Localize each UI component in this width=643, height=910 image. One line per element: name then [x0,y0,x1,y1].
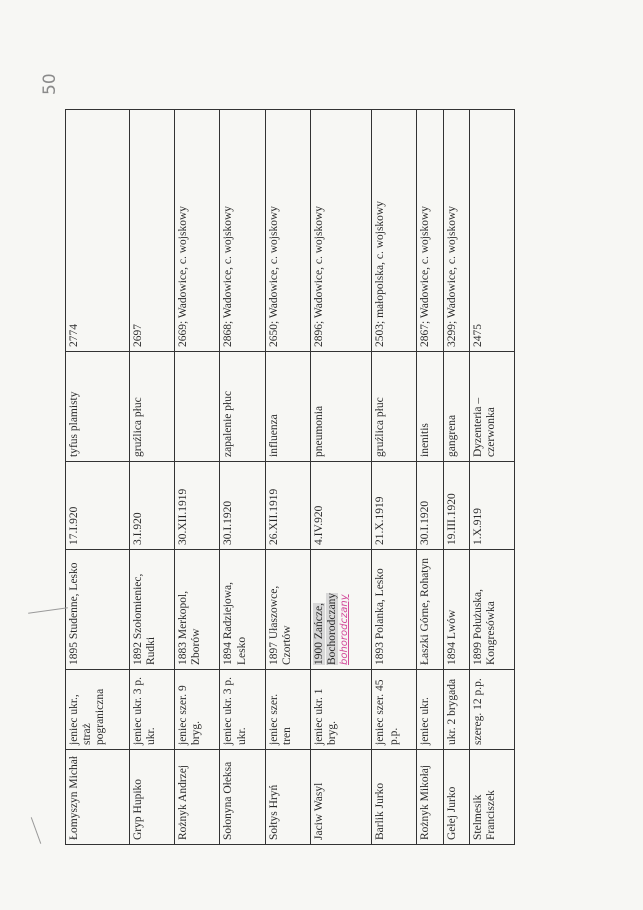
cell-name [175,750,220,845]
cell-rank-text: jeniec ukr. 1 bryg. [312,688,338,745]
cell-birth-origin-text: 1894 Radziejowa, Lesko [222,581,248,665]
cell-death-cause-text: pneumonia [312,405,325,457]
cell-record-text: 3299; Wadowice, c. wojskowy [445,206,458,347]
cell-record [66,110,130,352]
cell-rank [130,670,175,750]
cell-death-date-text: 3.I.920 [132,512,145,545]
cell-name-text: Jaciw Wasyl [312,782,325,840]
cell-rank-text: jeniec ukr., straż pograniczna [68,688,107,745]
cell-rank [443,670,469,750]
cell-birth-origin [130,550,175,670]
cell-rank [310,670,372,750]
cell-birth-origin-text: 1899 Połużuska, Kongresówka [471,588,498,665]
table-row [469,110,514,845]
cell-death-date-text: 1.X.919 [471,507,484,545]
cell-death-date [220,462,265,550]
cell-birth-origin [220,550,265,670]
cell-birth-origin [443,550,469,670]
table-row [443,110,469,845]
cell-death-cause [443,352,469,462]
cell-death-cause [469,352,514,462]
cell-rank [469,670,514,750]
cell-record [417,110,443,352]
cell-birth-origin [310,550,372,670]
cell-name [265,750,310,845]
cell-death-date [443,462,469,550]
cell-name [417,750,443,845]
cell-death-cause [310,352,372,462]
cell-record-text: 2896; Wadowice, c. wojskowy [312,206,325,347]
cell-death-date-text: 21.X.1919 [374,496,387,545]
cell-name-text: Rożnyk Mikołaj [419,764,432,840]
cell-birth-origin-text: 1892 Szołomieniec, Rudki [132,573,158,665]
cell-record [372,110,417,352]
cell-name-text: Łomyszyn Michał [68,756,80,840]
cell-birth-origin [66,550,130,670]
cell-death-cause-text: influenza [267,414,280,457]
cell-record-text: 2475 [471,324,484,347]
cell-record [310,110,372,352]
cell-death-cause-text: gangrena [445,414,458,457]
cell-death-date [66,462,130,550]
cell-death-cause-text: gruźlica płuc [374,397,387,457]
cell-death-date-text: 30.I.1920 [419,500,432,545]
cell-death-date [265,462,310,550]
pencil-mark [28,607,68,614]
cell-death-cause [417,352,443,462]
cell-record [443,110,469,352]
cell-rank [372,670,417,750]
cell-name-text: Gryp Hupiko [132,778,145,840]
cell-rank-text: jeniec ukr. 3 p. ukr. [132,676,158,745]
cell-birth-origin [417,550,443,670]
cell-name [469,750,514,845]
cell-rank-text: ukr. 2 brygada [445,678,458,745]
cell-death-date [469,462,514,550]
cell-death-cause [175,352,220,462]
table-row [175,110,220,845]
cell-name [443,750,469,845]
cell-record-text: 2650; Wadowice, c. wojskowy [267,206,280,347]
page-number: 50 [40,73,60,95]
cell-death-date-text: 17.I.920 [68,506,80,545]
table-row [265,110,310,845]
cell-birth-origin-text: 1893 Polanka, Lesko [374,568,387,665]
cell-birth-origin [175,550,220,670]
cell-rank-text: jeniec szer. 9 bryg. [177,685,203,745]
cell-rank [175,670,220,750]
table-row [417,110,443,845]
cell-birth-origin-text: 1897 Ułaszowce, Czortów [267,585,293,665]
cell-rank [66,670,130,750]
cell-record-text: 2867; Wadowice, c. wojskowy [419,206,432,347]
cell-rank-text: jeniec szer. tren [267,693,293,745]
cell-name [372,750,417,845]
cell-death-date-text: 4.IV.920 [312,505,325,545]
cell-record-text: 2868; Wadowice, c. wojskowy [222,206,235,347]
cell-death-cause-text: tyfus plamisty [68,391,80,457]
cell-rank [417,670,443,750]
cell-death-date-text: 30.XII.1919 [177,488,190,545]
cell-record [265,110,310,352]
cell-record [175,110,220,352]
cell-name-text: Sołtys Hryń [267,784,280,840]
table-row [372,110,417,845]
cell-rank [265,670,310,750]
cell-death-date [417,462,443,550]
table-row [310,110,372,845]
cell-death-cause [265,352,310,462]
records-table [65,109,515,845]
table-row [66,110,130,845]
rotated-table-wrapper [65,110,515,845]
cell-death-date [130,462,175,550]
cell-death-date [175,462,220,550]
cell-birth-origin [372,550,417,670]
cell-name [66,750,130,845]
cell-record-text: 2774 [68,324,80,347]
cell-rank-text: jeniec ukr. 3 p. ukr. [222,676,248,745]
cell-birth-origin [469,550,514,670]
cell-name [220,750,265,845]
cell-birth-origin [265,550,310,670]
cell-death-cause-text: Dyzenteria – czerwonka [471,397,498,457]
cell-name-text: Barlik Jurko [374,782,387,840]
cell-rank-text: szereg. 12 p.p. [471,678,484,745]
cell-birth-origin-text: Łaszki Górne, Rohatyn [419,558,432,665]
cell-birth-origin-text: 1895 Studenne, Lesko [68,562,80,665]
cell-name [310,750,372,845]
cell-record [469,110,514,352]
table-row [130,110,175,845]
cell-death-date-text: 30.I.1920 [222,500,235,545]
cell-rank [220,670,265,750]
cell-name [130,750,175,845]
cell-birth-origin-text: 1900 Zańcze, Bochorodczany [312,592,338,665]
cell-death-date [372,462,417,550]
cell-death-cause [372,352,417,462]
cell-death-cause [220,352,265,462]
cell-death-cause [66,352,130,462]
cell-record-text: 2669; Wadowice, c. wojskowy [177,206,190,347]
cell-rank-text: jeniec ukr. [419,697,432,745]
cell-death-cause-text: gruźlica płuc [132,397,145,457]
records-table-body [66,110,515,845]
cell-birth-origin-text: 1894 Lwów [445,609,458,665]
cell-name-text: Sołonyna Ołeksa [222,761,235,840]
cell-death-cause [130,352,175,462]
cell-death-cause-text: inenitis [419,423,432,457]
cell-name-text: Gełej Jurko [445,786,458,840]
cell-death-date-text: 26.XII.1919 [267,488,280,545]
cell-birth-origin-text: 1883 Merkopol, Zborów [177,590,203,665]
cell-record-text: 2503; małopolska, c. wojskowy [374,201,387,347]
cell-death-cause-text: zapalenie płuc [222,390,235,457]
cell-death-date-text: 19.III.1920 [445,493,458,545]
cell-record [130,110,175,352]
cell-name-text: Stelmesik Franciszek [471,790,498,840]
cell-record [220,110,265,352]
pencil-mark [31,817,42,844]
table-row [220,110,265,845]
handwritten-annotation: bohorodczany [339,594,351,665]
cell-rank-text: jeniec szer. 45 p.p. [374,679,400,745]
cell-death-date [310,462,372,550]
cell-name-text: Rożnyk Andrzej [177,764,190,840]
cell-record-text: 2697 [132,324,145,347]
